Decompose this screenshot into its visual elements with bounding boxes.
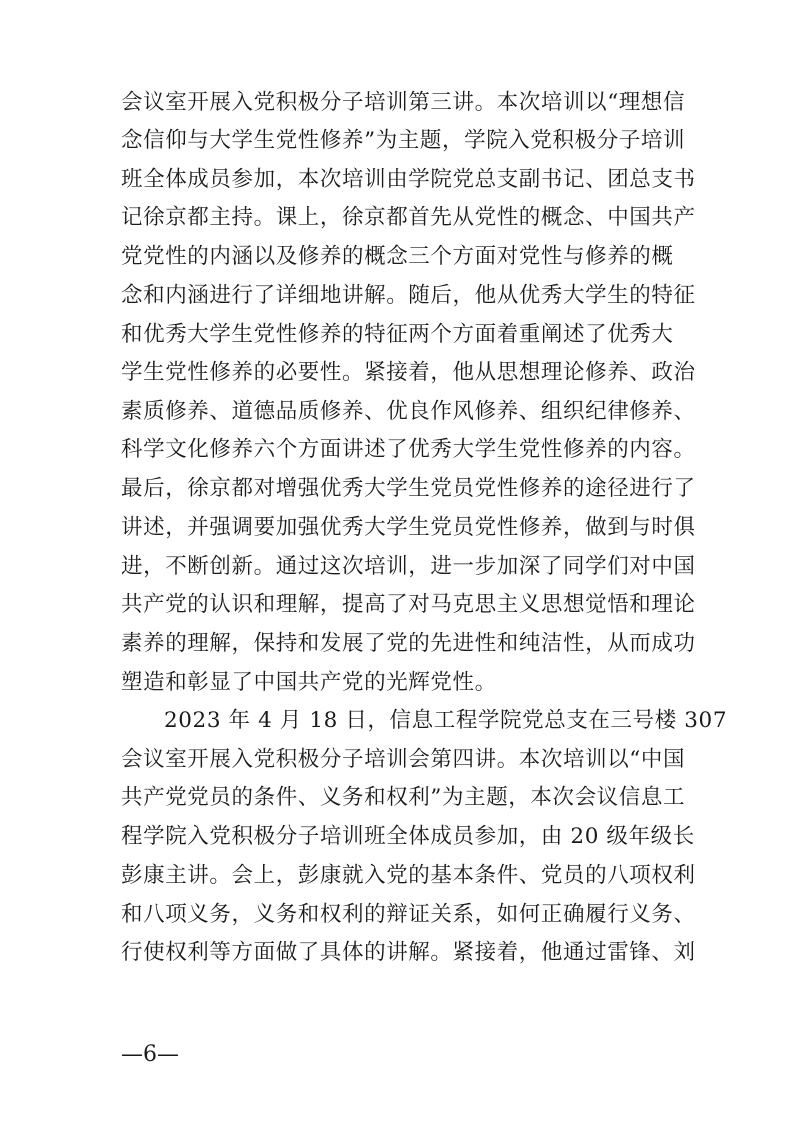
paragraph-line: 共产党党员的条件、义务和权利”为主题，本次会议信息工 [121,785,686,810]
paragraph-line: 彭康主讲。会上，彭康就入党的基本条件、党员的八项权利 [121,863,696,888]
paragraph-line: 科学文化修养六个方面讲述了优秀大学生党性修养的内容。 [121,437,696,462]
paragraph-line: 2023 年 4 月 18 日，信息工程学院党总支在三号楼 307 [164,708,728,733]
paragraph-line: 和优秀大学生党性修养的特征两个方面着重阐述了优秀大 [121,322,674,347]
paragraph-line: 念信仰与大学生党性修养”为主题，学院入党积极分子培训 [121,128,686,153]
paragraph-line: 素养的理解，保持和发展了党的先进性和纯洁性，从而成功 [121,631,696,656]
paragraph-line: 讲述，并强调要加强优秀大学生党员党性修养，做到与时俱 [121,515,696,540]
paragraph-line: 会议室开展入党积极分子培训第三讲。本次培训以“理想信 [121,90,686,115]
paragraph-line: 班全体成员参加，本次培训由学院党总支副书记、团总支书 [121,167,696,192]
paragraph-line: 和八项义务，义务和权利的辩证关系，如何正确履行义务、 [121,902,696,927]
paragraph-line: 记徐京都主持。课上，徐京都首先从党性的概念、中国共产 [121,205,696,230]
paragraph-line: 最后，徐京都对增强优秀大学生党员党性修养的途径进行了 [121,476,696,501]
paragraph-line: 会议室开展入党积极分子培训会第四讲。本次培训以“中国 [121,747,686,772]
paragraph-line: 学生党性修养的必要性。紧接着，他从思想理论修养、政治 [121,360,696,385]
paragraph-line: 进，不断创新。通过这次培训，进一步加深了同学们对中国 [121,554,696,579]
paragraph-line: 塑造和彰显了中国共产党的光辉党性。 [121,670,497,695]
paragraph-line: 念和内涵进行了详细地讲解。随后，他从优秀大学生的特征 [121,283,696,308]
paragraph-line: 素质修养、道德品质修养、优良作风修养、组织纪律修养、 [121,399,696,424]
paragraph-line: 行使权利等方面做了具体的讲解。紧接着，他通过雷锋、刘 [121,940,696,965]
page-number: —6— [121,1042,179,1067]
paragraph-line: 共产党的认识和理解，提高了对马克思主义思想觉悟和理论 [121,592,696,617]
paragraph-line: 党党性的内涵以及修养的概念三个方面对党性与修养的概 [121,244,674,269]
paragraph-line: 程学院入党积极分子培训班全体成员参加，由 20 级年级长 [121,824,695,849]
